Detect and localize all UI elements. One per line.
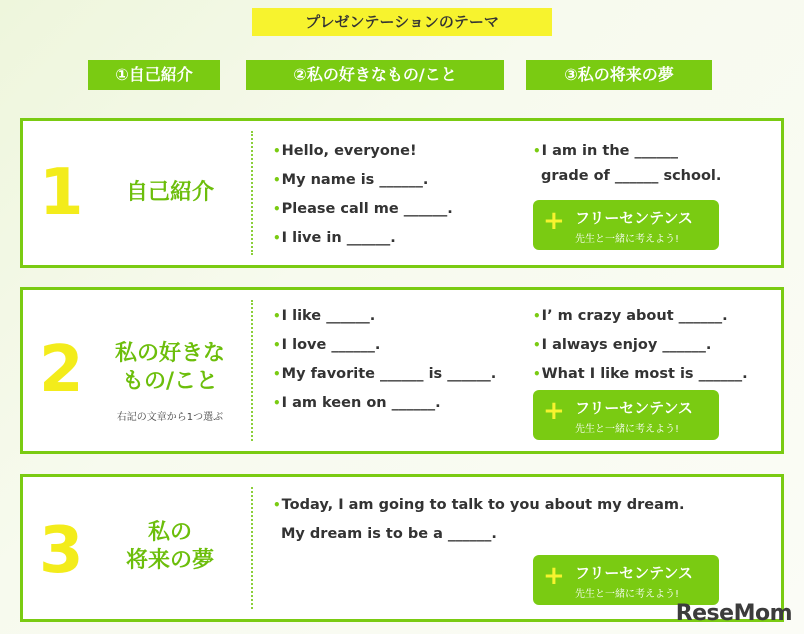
plus-icon: + [543,396,565,426]
card-number: 1 [39,156,84,230]
phrase-item: •I am keen on ______. [273,395,441,411]
free-sentence-button[interactable] [533,200,719,250]
phrase-item: •I live in ______. [273,230,396,246]
phrase-item: •I am in the ______ [533,143,679,159]
phrase-item: •Please call me ______. [273,201,453,217]
phrase-item: •I’ m crazy about ______. [533,308,728,324]
page-title: プレゼンテーションのテーマ [252,8,552,36]
free-sentence-sub: 先生と一緒に考えよう! [575,234,680,245]
phrase-item-continued: My dream is to be a ______. [281,526,497,542]
card-topic-line: 私の [147,520,192,545]
dotted-divider [251,487,253,609]
card-topic-line: もの/こと [121,368,219,394]
card-topic-line: 将来の夢 [125,547,214,573]
free-sentence-sub: 先生と一緒に考えよう! [575,589,680,600]
dotted-divider [251,131,253,255]
phrase-item: •I always enjoy ______. [533,337,712,353]
phrase-item: •My favorite ______ is ______. [273,366,497,382]
free-sentence-button[interactable] [533,555,719,605]
plus-icon: + [543,561,565,591]
card-topic [91,340,249,395]
theme-card-2 [20,287,784,454]
theme-card-3 [20,474,784,622]
free-sentence-sub: 先生と一緒に考えよう! [575,424,680,435]
free-sentence-label: フリーセンテンス [575,564,693,582]
tab-favorite-things: ②私の好きなもの/こと [246,60,504,90]
card-topic-line: 自己紹介 [125,180,214,205]
card-topic-line: 私の好きな [114,341,225,366]
phrase-item: •Hello, everyone! [273,143,417,159]
card-note: 右記の文章から1つ選ぶ [116,412,224,423]
phrase-item: •What I like most is ______. [533,366,748,382]
resemom-logo: ReseMom [675,601,792,626]
free-sentence-button[interactable] [533,390,719,440]
card-topic [91,519,249,574]
phrase-item: •Today, I am going to talk to you about my dream. [273,497,685,513]
free-sentence-label: フリーセンテンス [575,399,693,417]
tab-self-introduction: ①自己紹介 [88,60,220,90]
card-number: 2 [39,333,84,407]
free-sentence-label: フリーセンテンス [575,209,693,227]
card-number: 3 [39,514,84,588]
tab-future-dream: ③私の将来の夢 [526,60,712,90]
theme-card-1 [20,118,784,268]
phrase-item-continued: grade of ______ school. [541,168,722,184]
dotted-divider [251,300,253,441]
phrase-item: •I like ______. [273,308,376,324]
phrase-item: •I love ______. [273,337,381,353]
phrase-item: •My name is ______. [273,172,429,188]
plus-icon: + [543,206,565,236]
card-topic [91,179,249,207]
